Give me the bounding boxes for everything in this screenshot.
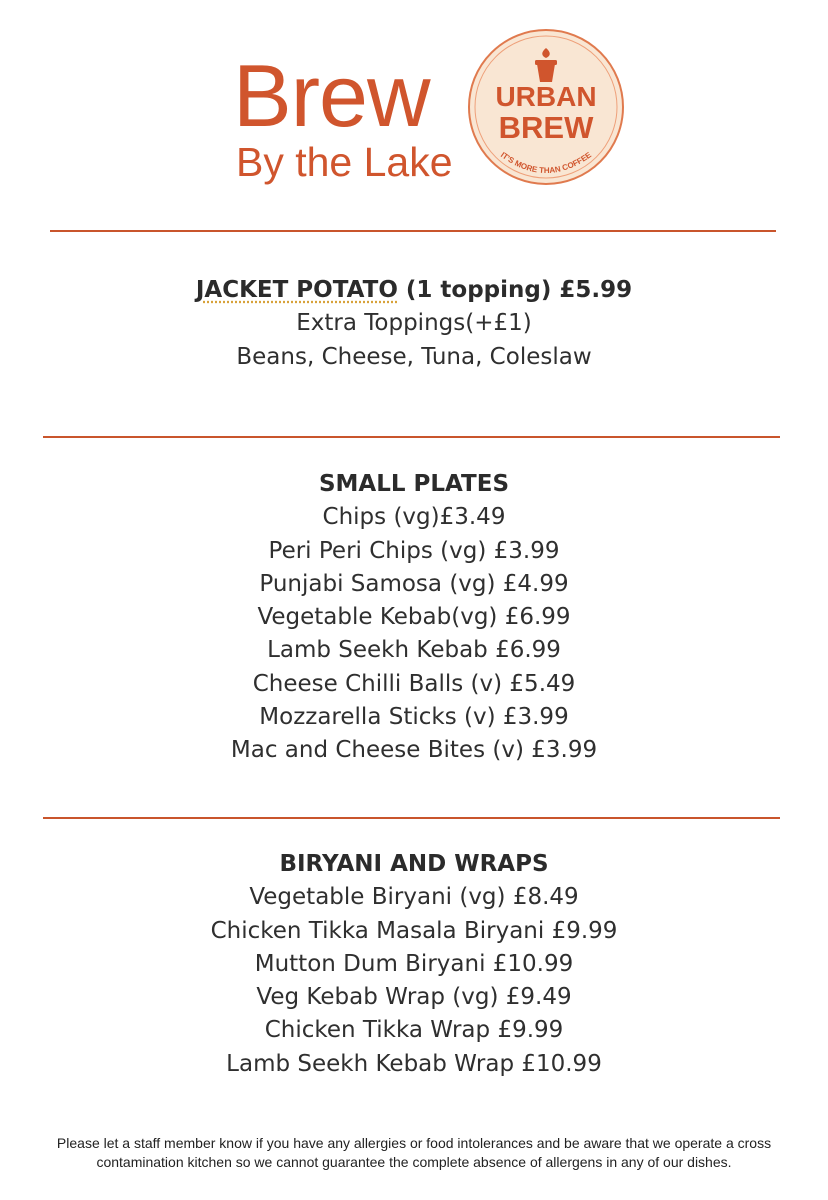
allergen-notice — [0, 1134, 828, 1172]
jacket-potato-price: (1 topping) £5.99 — [397, 277, 633, 303]
menu-item: Chips (vg)£3.49 — [322, 504, 506, 531]
menu-item: Mutton Dum Biryani £10.99 — [254, 950, 574, 977]
menu-item: Cheese Chilli Balls (v) £5.49 — [252, 670, 576, 697]
menu-item: Lamb Seekh Kebab Wrap £10.99 — [226, 1050, 602, 1077]
menu-item: Vegetable Kebab(vg) £6.99 — [257, 604, 571, 631]
small-plates-heading: SMALL PLATES — [318, 471, 510, 497]
urban-brew-logo — [467, 26, 625, 188]
menu-item: Vegetable Biryani (vg) £8.49 — [249, 884, 579, 911]
logo-tagline: IT'S MORE THAN COFFEE — [498, 150, 594, 176]
biryani-wraps-section — [0, 848, 828, 1081]
menu-header — [0, 0, 828, 200]
menu-item: Veg Kebab Wrap (vg) £9.49 — [256, 984, 572, 1011]
menu-item: Punjabi Samosa (vg) £4.99 — [259, 570, 569, 597]
small-plates-section — [0, 468, 828, 768]
jacket-potato-heading — [0, 274, 828, 307]
menu-item: Mozzarella Sticks (v) £3.99 — [259, 704, 569, 731]
divider-top — [50, 230, 776, 232]
menu-item: Peri Peri Chips (vg) £3.99 — [268, 537, 560, 564]
jacket-extra-toppings: Extra Toppings(+£1) — [296, 310, 532, 337]
divider-middle — [43, 436, 780, 438]
logo-text-line1: URBAN — [495, 81, 597, 112]
menu-item: Lamb Seekh Kebab £6.99 — [267, 637, 561, 664]
jacket-topping-options: Beans, Cheese, Tuna, Coleslaw — [236, 343, 592, 370]
divider-bottom — [43, 817, 780, 819]
menu-item: Chicken Tikka Wrap £9.99 — [264, 1017, 564, 1044]
allergen-notice-line1: Please let a staff member know if you have any allergies or food intolerances and be aware that we operate a cross — [56, 1135, 772, 1151]
brand-title: Brew — [233, 46, 430, 145]
brand-subtitle: By the Lake — [236, 139, 453, 185]
jacket-potato-section — [0, 274, 828, 374]
menu-item: Mac and Cheese Bites (v) £3.99 — [230, 737, 598, 764]
jacket-potato-title: JACKET POTATO — [195, 277, 398, 303]
allergen-notice-line2: contamination kitchen so we cannot guarantee the complete absence of allergens in any of our dishes. — [96, 1154, 732, 1170]
logo-text-line2: BREW — [498, 110, 594, 145]
biryani-wraps-heading: BIRYANI AND WRAPS — [279, 851, 549, 877]
menu-item: Chicken Tikka Masala Biryani £9.99 — [210, 917, 618, 944]
